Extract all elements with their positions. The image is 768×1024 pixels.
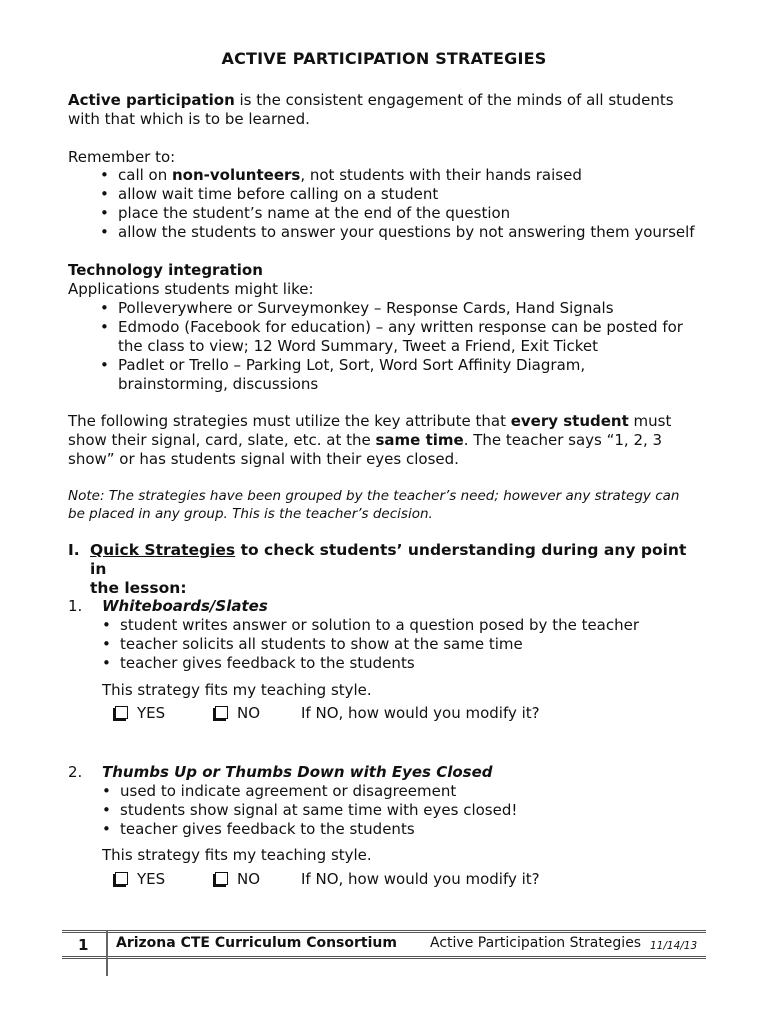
intro-text-line2: with that which is to be learned.	[68, 110, 310, 128]
footer-document-title: Active Participation Strategies	[430, 935, 642, 951]
yes-choice[interactable]: YES	[115, 704, 165, 723]
list-item: • students show signal at same time with eyes closed!	[102, 801, 722, 820]
checkbox-icon[interactable]	[115, 872, 128, 885]
checkbox-icon[interactable]	[215, 872, 228, 885]
no-choice[interactable]: NO	[215, 870, 260, 889]
tech-section	[68, 261, 718, 299]
yes-choice[interactable]: YES	[115, 870, 165, 889]
fits-style-text: This strategy fits my teaching style.	[102, 681, 372, 699]
item-number: 1.	[68, 597, 83, 615]
footer-date: 11/14/13	[650, 940, 698, 952]
checkbox-icon[interactable]	[115, 706, 128, 719]
list-item: • Padlet or Trello – Parking Lot, Sort, Word Sort Affinity Diagram, brainstorming, discussions	[100, 356, 720, 394]
list-item: • Edmodo (Facebook for education) – any written response can be posted for the class to view; 12 Word Summary, Tweet a Friend, Exit Ticket	[100, 318, 720, 356]
footer-divider	[62, 930, 706, 933]
strategy-title: Whiteboards/Slates	[102, 597, 268, 615]
list-item: • Polleverywhere or Surveymonkey – Response Cards, Hand Signals	[100, 299, 720, 318]
list-item: • teacher gives feedback to the students	[102, 654, 722, 673]
intro-paragraph	[68, 91, 718, 129]
list-item: • allow wait time before calling on a student	[100, 185, 720, 204]
footer-divider	[62, 956, 706, 959]
modify-prompt: If NO, how would you modify it?	[301, 704, 540, 722]
strategies-paragraph: The following strategies must utilize the key attribute that every student must show their signal, card, slate, etc. at the same time. The teacher says “1, 2, 3 show” or has students signal with their eyes closed.	[68, 412, 672, 468]
list-item: • student writes answer or solution to a question posed by the teacher	[102, 616, 722, 635]
list-item: • call on non-volunteers, not students with their hands raised	[100, 166, 720, 185]
intro-text: is the consistent engagement of the minds of all students	[234, 91, 674, 109]
list-item: • teacher solicits all students to show at the same time	[102, 635, 722, 654]
list-item: • place the student’s name at the end of the question	[100, 204, 720, 223]
list-item: • allow the students to answer your questions by not answering them yourself	[100, 223, 720, 242]
remember-list	[100, 166, 720, 242]
tech-list	[100, 299, 720, 394]
strategy-bullets	[102, 616, 722, 673]
note-text: Note: The strategies have been grouped by the teacher’s need; however any strategy can be placed in any group. This is the teacher’s decision.	[68, 488, 680, 522]
strategy-bullets	[102, 782, 722, 839]
section-heading-quick-strategies: I. Quick Strategies to check students’ understanding during any point in the lesson:	[68, 541, 687, 597]
footer-organization: Arizona CTE Curriculum Consortium	[116, 935, 397, 951]
remember-label: Remember to:	[68, 148, 176, 166]
tech-subheading: Applications students might like:	[68, 280, 314, 298]
footer-divider	[106, 930, 108, 976]
tech-heading: Technology integration	[68, 261, 263, 279]
item-number: 2.	[68, 763, 83, 781]
intro-term: Active participation	[68, 91, 235, 109]
modify-prompt: If NO, how would you modify it?	[301, 870, 540, 888]
list-item: • teacher gives feedback to the students	[102, 820, 722, 839]
list-item: • used to indicate agreement or disagreement	[102, 782, 722, 801]
page-number: 1	[78, 936, 89, 954]
strategy-title: Thumbs Up or Thumbs Down with Eyes Closed	[102, 763, 493, 781]
no-choice[interactable]: NO	[215, 704, 260, 723]
fits-style-text: This strategy fits my teaching style.	[102, 846, 372, 864]
checkbox-icon[interactable]	[215, 706, 228, 719]
page-title: ACTIVE PARTICIPATION STRATEGIES	[221, 49, 547, 68]
